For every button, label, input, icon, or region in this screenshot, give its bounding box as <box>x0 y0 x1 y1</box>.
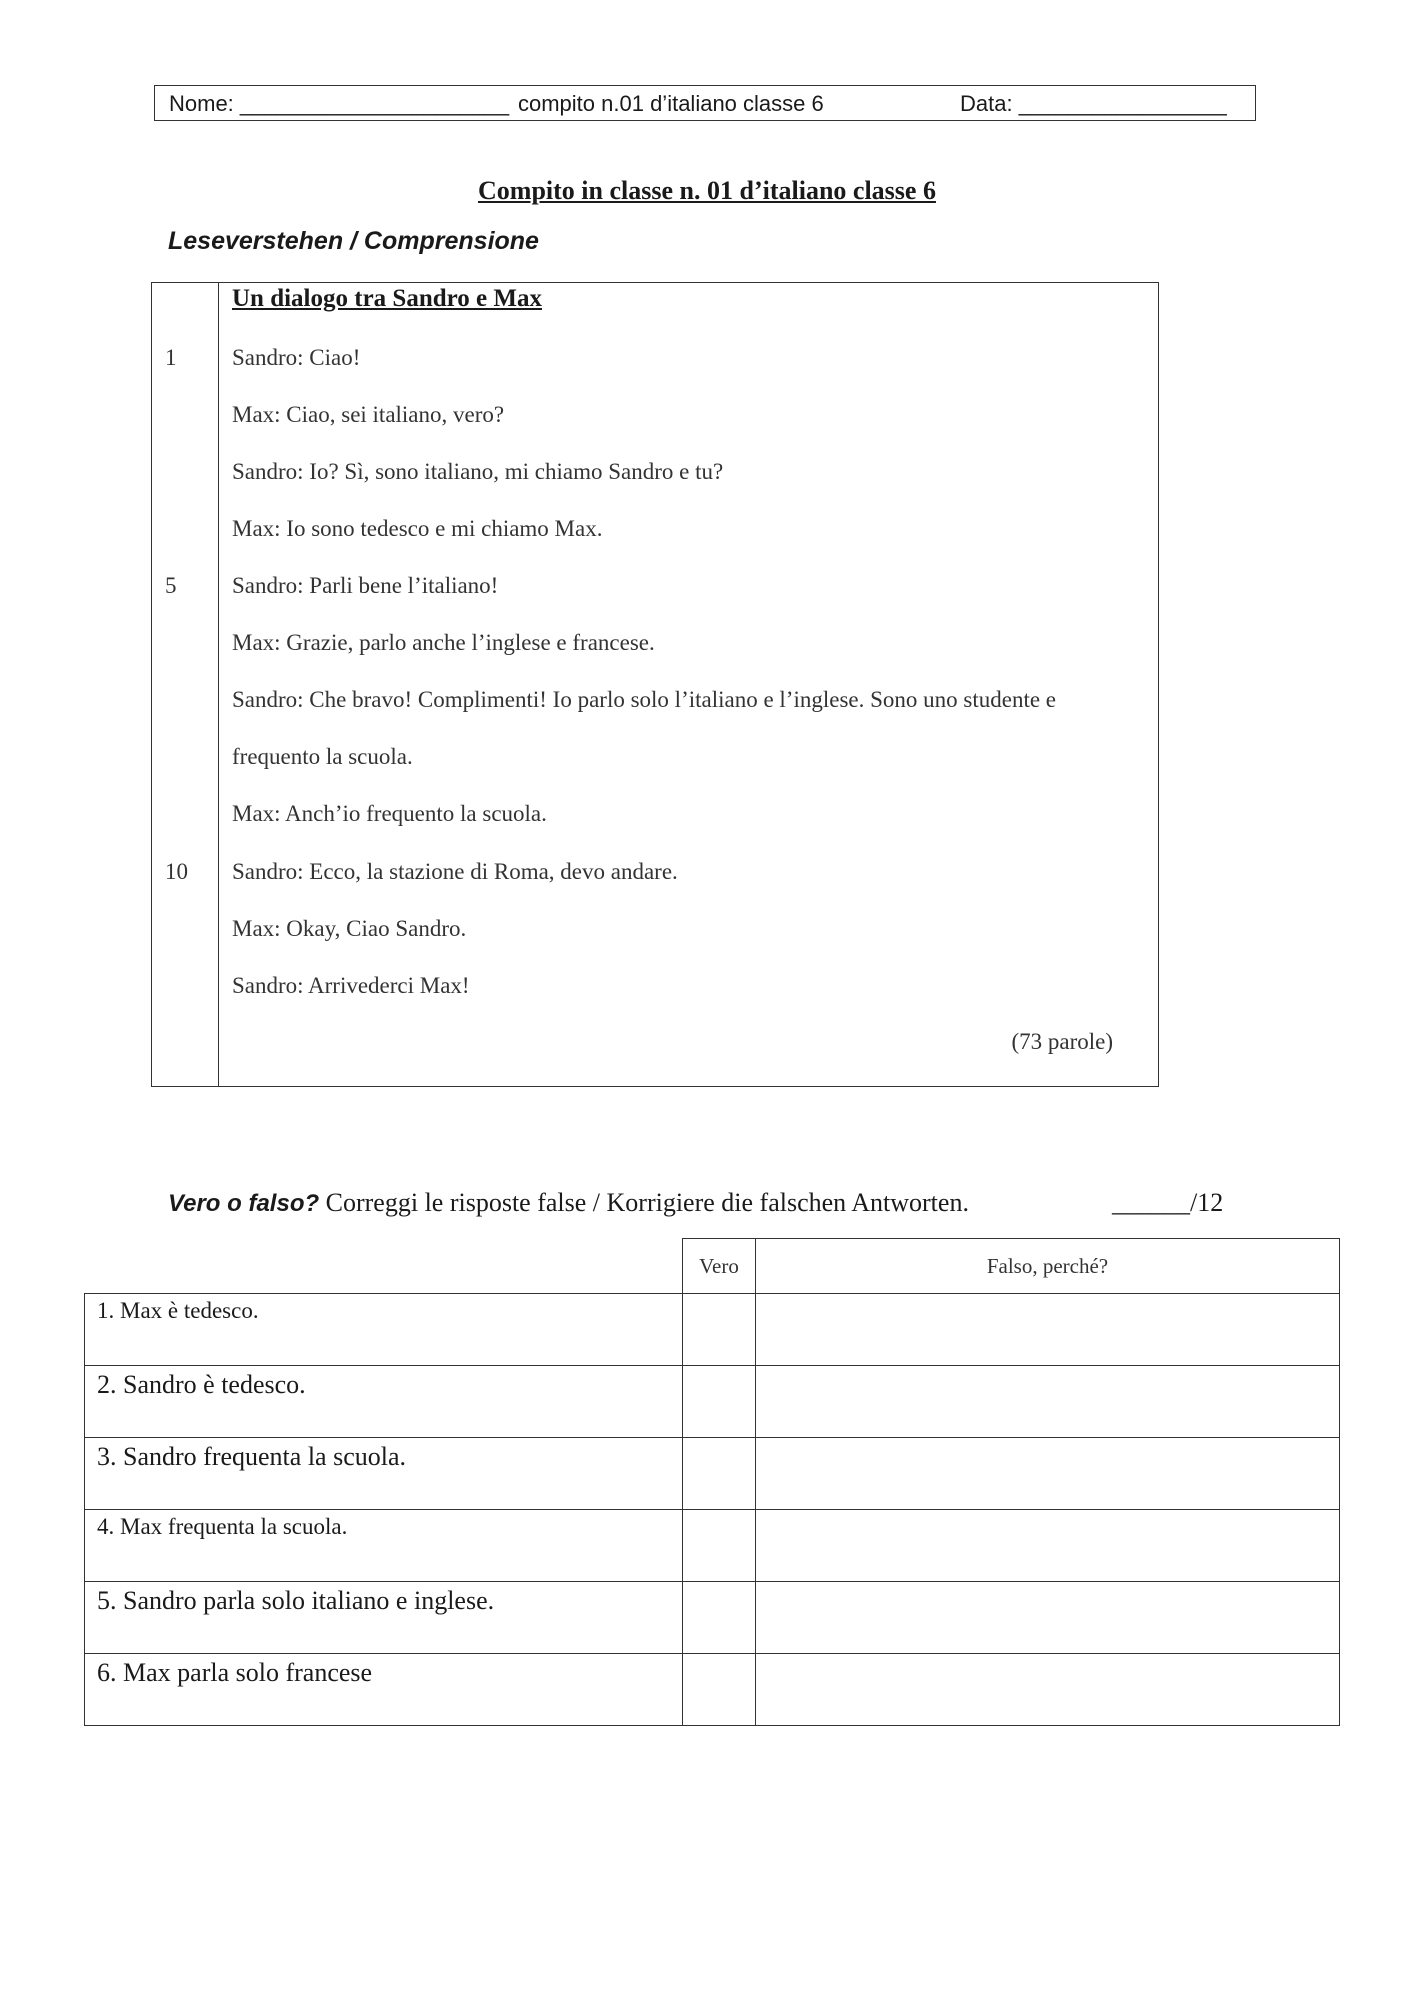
table-row <box>85 1438 1340 1510</box>
header-box <box>154 85 1256 121</box>
table-row <box>85 1366 1340 1438</box>
vero-answer-cell[interactable] <box>683 1582 756 1654</box>
statement-cell: 6. Max parla solo francese <box>85 1654 683 1726</box>
true-false-table <box>84 1238 1340 1726</box>
section-label: Leseverstehen / Comprensione <box>168 227 539 255</box>
table-row <box>85 1654 1340 1726</box>
falso-answer-cell[interactable] <box>756 1294 1340 1366</box>
vero-answer-cell[interactable] <box>683 1366 756 1438</box>
statement-cell: 3. Sandro frequenta la scuola. <box>85 1438 683 1510</box>
falso-answer-cell[interactable] <box>756 1582 1340 1654</box>
name-field[interactable]: Nome: ______________________ <box>169 91 510 116</box>
task-label: compito n.01 d’italiano classe 6 <box>518 91 824 116</box>
dialog-line: Sandro: Parli bene l’italiano! <box>232 573 499 598</box>
table-row <box>85 1510 1340 1582</box>
vero-answer-cell[interactable] <box>683 1294 756 1366</box>
true-false-lead: Vero o falso? <box>168 1190 320 1217</box>
dialog-line: Sandro: Che bravo! Complimenti! Io parlo solo l’italiano e l’inglese. Sono uno studente e <box>232 687 1057 712</box>
line-number-1: 1 <box>165 345 177 370</box>
falso-answer-cell[interactable] <box>756 1654 1340 1726</box>
line-number-10: 10 <box>165 859 188 884</box>
table-row <box>85 1582 1340 1654</box>
reading-box <box>151 282 1159 1087</box>
falso-answer-cell[interactable] <box>756 1438 1340 1510</box>
dialog-line: Max: Io sono tedesco e mi chiamo Max. <box>232 516 603 541</box>
dialog-line: Max: Okay, Ciao Sandro. <box>232 916 467 941</box>
column-header-vero: Vero <box>683 1239 756 1294</box>
table-header-row <box>85 1239 1340 1294</box>
statement-cell: 5. Sandro parla solo italiano e inglese. <box>85 1582 683 1654</box>
word-count: (73 parole) <box>1011 1029 1113 1054</box>
dialog-line: Sandro: Arrivederci Max! <box>232 973 470 998</box>
line-number-5: 5 <box>165 573 177 598</box>
dialog-line: frequento la scuola. <box>232 744 413 769</box>
dialog-title: Un dialogo tra Sandro e Max <box>232 285 542 312</box>
dialog-line: Sandro: Io? Sì, sono italiano, mi chiamo Sandro e tu? <box>232 459 724 484</box>
dialog-line: Max: Anch’io frequento la scuola. <box>232 801 547 826</box>
vero-answer-cell[interactable] <box>683 1654 756 1726</box>
column-header-falso: Falso, perché? <box>756 1239 1340 1294</box>
falso-answer-cell[interactable] <box>756 1366 1340 1438</box>
true-false-instruction: Correggi le risposte false / Korrigiere die falschen Antworten. <box>319 1188 969 1217</box>
dialog-line: Max: Ciao, sei italiano, vero? <box>232 402 505 427</box>
table-row <box>85 1294 1340 1366</box>
score-field[interactable]: ______/12 <box>1112 1188 1224 1217</box>
dialog-line: Sandro: Ciao! <box>232 345 361 370</box>
date-field[interactable]: Data: _________________ <box>960 91 1227 116</box>
statement-cell: 2. Sandro è tedesco. <box>85 1366 683 1438</box>
vero-answer-cell[interactable] <box>683 1510 756 1582</box>
dialog-line: Sandro: Ecco, la stazione di Roma, devo andare. <box>232 859 678 884</box>
dialog-line: Max: Grazie, parlo anche l’inglese e francese. <box>232 630 655 655</box>
header-blank-cell <box>85 1239 683 1294</box>
true-false-instructions <box>168 1188 969 1218</box>
page-title: Compito in classe n. 01 d’italiano classe 6 <box>478 176 936 205</box>
falso-answer-cell[interactable] <box>756 1510 1340 1582</box>
line-number-divider <box>218 283 219 1086</box>
statement-cell: 1. Max è tedesco. <box>85 1294 683 1366</box>
statement-cell: 4. Max frequenta la scuola. <box>85 1510 683 1582</box>
vero-answer-cell[interactable] <box>683 1438 756 1510</box>
